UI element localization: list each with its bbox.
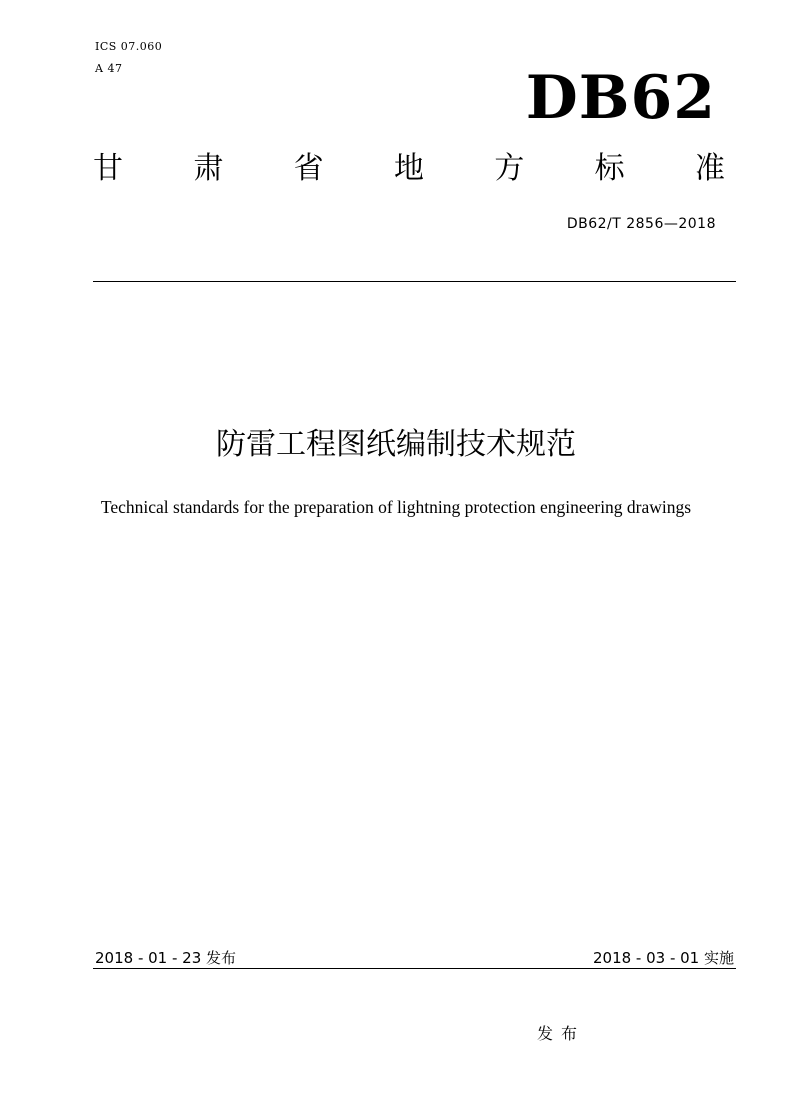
standard-type-char: 地 [393, 151, 424, 186]
document-title-english: Technical standards for the preparation of lightning protection engineering drawings [100, 497, 692, 517]
issuer-label: 发布 [537, 1024, 586, 1043]
footer-divider [93, 968, 736, 969]
issue-date: 2018 - 01 - 23 发布 [95, 949, 237, 967]
standard-type-char: 省 [293, 151, 324, 186]
standard-type-char: 标 [594, 151, 625, 186]
standard-type-char: 准 [694, 151, 725, 186]
standard-type-char: 甘 [93, 151, 123, 186]
standard-number: DB62/T 2856—2018 [566, 216, 716, 232]
header-divider [93, 281, 736, 282]
implementation-date: 2018 - 03 - 01 实施 [592, 949, 734, 967]
ics-code: ICS 07.060 [95, 40, 163, 53]
standard-logo: DB62 [525, 63, 716, 133]
document-title-chinese: 防雷工程图纸编制技术规范 [216, 427, 576, 462]
standard-type-char: 肃 [193, 151, 224, 186]
standard-type-char: 方 [494, 151, 525, 186]
standard-type-heading [93, 151, 725, 186]
ccs-code: A 47 [95, 62, 123, 75]
